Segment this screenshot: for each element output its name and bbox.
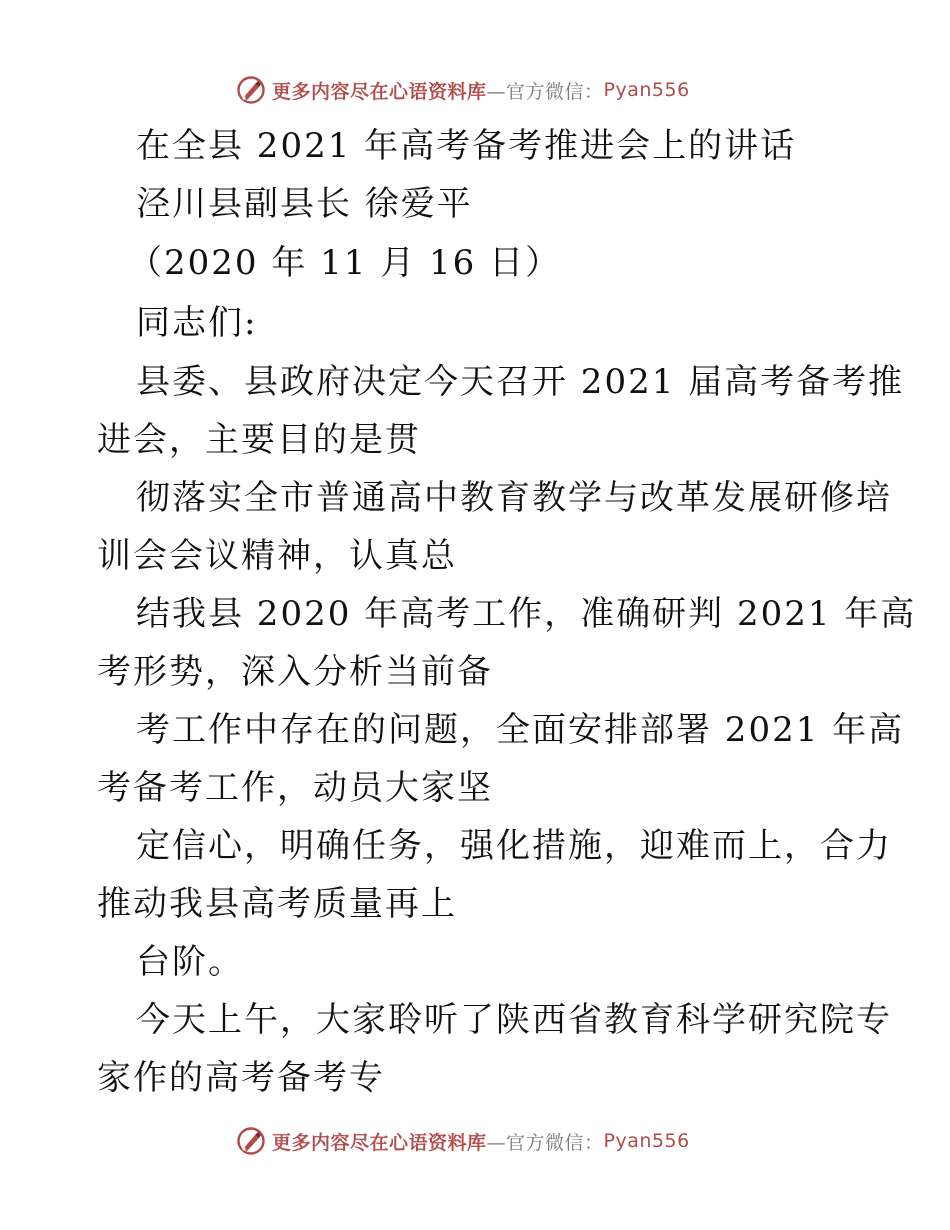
watermark-wechat-id: Pyan556 xyxy=(603,79,690,101)
body-line: 训会会议精神，认真总 xyxy=(97,536,457,576)
body-line: 定信心，明确任务，强化措施，迎难而上，合力 xyxy=(136,826,892,866)
header-watermark xyxy=(236,73,690,107)
body-line: 考工作中存在的问题，全面安排部署 2021 年高 xyxy=(136,710,905,750)
body-line: 考形势，深入分析当前备 xyxy=(97,652,493,692)
footer-watermark xyxy=(236,1124,690,1158)
document-author: 泾川县副县长 徐爱平 xyxy=(136,184,473,224)
body-line: 考备考工作，动员大家坚 xyxy=(97,768,493,808)
document-salutation: 同志们: xyxy=(136,303,258,343)
watermark-wechat-id: Pyan556 xyxy=(603,1130,690,1152)
watermark-main-text: 更多内容尽在心语资料库 xyxy=(272,80,487,103)
body-line: 县委、县政府决定今天召开 2021 届高考备考推 xyxy=(136,362,905,402)
pen-logo-icon xyxy=(236,1126,266,1156)
body-line: 结我县 2020 年高考工作，准确研判 2021 年高 xyxy=(136,594,917,634)
document-date: （2020 年 11 月 16 日） xyxy=(128,243,562,283)
pen-logo-icon xyxy=(236,75,266,105)
body-line: 彻落实全市普通高中教育教学与改革发展研修培 xyxy=(136,478,892,518)
document-title: 在全县 2021 年高考备考推进会上的讲话 xyxy=(136,126,797,166)
watermark-sub-text: —官方微信： xyxy=(486,80,604,103)
body-line: 家作的高考备考专 xyxy=(97,1058,385,1098)
body-line: 推动我县高考质量再上 xyxy=(97,884,457,924)
body-line: 进会，主要目的是贯 xyxy=(97,420,421,460)
watermark-sub-text: —官方微信： xyxy=(486,1131,604,1154)
watermark-main-text: 更多内容尽在心语资料库 xyxy=(272,1131,487,1154)
body-line: 今天上午，大家聆听了陕西省教育科学研究院专 xyxy=(136,1000,892,1040)
body-line: 台阶。 xyxy=(136,942,244,982)
